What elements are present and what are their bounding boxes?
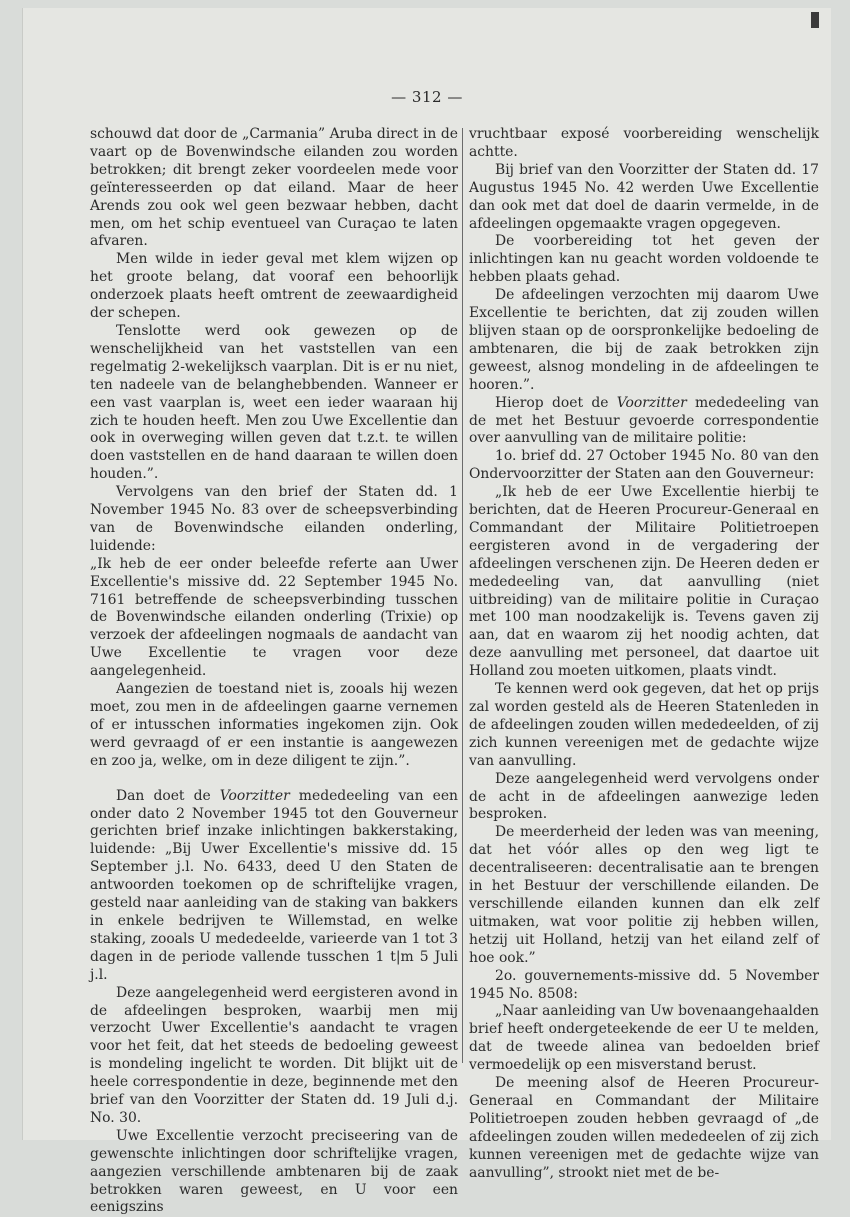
paragraph: Te kennen werd ook gegeven, dat het op prijs zal worden gesteld als de Heeren Statenleden in de afdeelingen zouden willen mededeelden, of zij zich kunnen vereenigen met de gedachte wijze van aanvulling. [469, 681, 819, 769]
paragraph-text: mededeeling van een onder dato 2 November 1945 tot den Gouverneur gerichten brief inzake inlichtingen bakkerstaking, luidende: „Bij Uwer Excellentie's missive dd. 15 September j.l. No. 6433, deed U den Staten de antwoorden toekomen op de schriftelijke vragen, gesteld naar aanleiding van de staking van bakkers in enkele bedrijven te Willemstad, en welke staking, zooals U mededeelde, varieerde van 1 tot 3 dagen in de periode vallende tusschen 1 t|m 5 Juli j.l. [90, 787, 458, 983]
paragraph: 2o. gouvernements-missive dd. 5 November 1945 No. 8508: [469, 967, 819, 1002]
corner-mark [811, 12, 819, 28]
paragraph: Deze aangelegenheid werd eergisteren avond in de afdeelingen besproken, waarbij men mij verzocht Uwer Excellentie's aandacht te vragen voor het feit, dat het steeds de bedoeling geweest is mondeling ingelicht te worden. Dit blijkt uit de heele correspondentie in deze, beginnende met den brief van den Voorzitter der Staten dd. 19 Juli d.j. No. 30. [90, 984, 458, 1126]
quoted-paragraph: „Ik heb de eer onder beleefde referte aan Uwer Excellentie's missive dd. 22 September 1945 No. 7161 betreffende de scheepsverbinding tusschen de Bovenwindsche eilanden onderling (Trixie) op verzoek der afdeelingen nogmaals de aandacht van Uwe Excellentie te vragen voor deze aangelegenheid. [90, 555, 458, 680]
paragraph: De voorbereiding tot het geven der inlichtingen kan nu geacht worden voldoende te hebben plaats gehad. [469, 233, 819, 286]
paragraph-text: Dan doet de [116, 787, 220, 804]
paragraph: schouwd dat door de „Carmania” Aruba direct in de vaart op de Bovenwindsche eilanden zou worden betrokken; dit brengt zeker voordeelen mede voor geïnteresseerden op dat eiland. Maar de heer Arends zou ook wel geen bezwaar hebben, dacht men, om het schip eventueel van Curaçao te laten afvaren. [90, 126, 458, 250]
page-number: — 312 — [391, 88, 463, 106]
paragraph: Aangezien de toestand niet is, zooals hij wezen moet, zou men in de afdeelingen gaarne vernemen of er intusschen informaties ingekomen zijn. Ook werd gevraagd of er een instantie is aangewezen en zoo ja, welke, om in deze diligent te zijn.”. [90, 681, 458, 769]
paragraph: De meening alsof de Heeren Procureur-Generaal en Commandant der Militaire Politietroepen zouden hebben gevraagd of „de afdeelingen zouden willen mededeelen of zij zich kunnen vereenigen met de gedachte wijze van aanvulling”, strookt niet met de be- [469, 1075, 819, 1181]
paragraph: Vervolgens van den brief der Staten dd. 1 November 1945 No. 83 over de scheepsverbinding van de Bovenwindsche eilanden onderling, luidende: [90, 484, 458, 554]
paragraph: 1o. brief dd. 27 October 1945 No. 80 van den Ondervoorzitter der Staten aan den Gouverneur: [469, 448, 819, 483]
right-column [469, 126, 819, 1182]
paragraph: Deze aangelegenheid werd vervolgens onder de acht in de afdeelingen aanwezige leden besproken. [469, 770, 819, 823]
quoted-paragraph: „Ik heb de eer Uwe Excellentie hierbij te berichten, dat de Heeren Procureur-Generaal en Commandant der Militaire Politietroepen eergisteren avond in de vergadering der afdeelingen verschenen zijn. De Heeren deden er mededeeling van, dat aanvulling (niet uitbreiding) van de militaire politie in Curaçao met 100 man noodzakelijk is. Tevens gaven zij aan, dat en waarom zij het noodig achten, dat deze aanvulling met personeel, dat daartoe uit Holland zou moeten uitkomen, plaats vindt. [469, 484, 819, 680]
paragraph: Bij brief van den Voorzitter der Staten dd. 17 Augustus 1945 No. 42 werden Uwe Excellentie dan ook met dat doel de daarin vermelde, in de afdeelingen opgemaakte vragen opgegeven. [469, 161, 819, 232]
paragraph-text: mededeeling van de met het Bestuur gevoerde correspondentie over aanvulling van de militaire politie: [469, 394, 819, 447]
emphasis: Voorzitter [219, 787, 290, 804]
paragraph: Tenslotte werd ook gewezen op de wenschelijkheid van het vaststellen van een regelmatig 2-wekelijksch vaarplan. Dit is er nu niet, ten nadeele van de belanghebbenden. Wanneer er een vast vaarplan is, weet een ieder waaraan hij zich te houden heeft. Men zou Uwe Excellentie dan ook in overweging willen geven dat t.z.t. te willen doen vaststellen en de hand daaraan te willen doen houden.”. [90, 322, 458, 483]
column-divider [462, 128, 463, 1063]
paragraph [469, 395, 819, 449]
paragraph: De afdeelingen verzochten mij daarom Uwe Excellentie te berichten, dat zij zouden willen blijven staan op de oorspronkelijke bedoeling de ambtenaren, die bij de zaak betrokken zijn geweest, alsnog mondeling in de afdeelingen te hooren.”. [469, 287, 819, 393]
document-page [22, 8, 831, 1216]
paragraph [90, 788, 458, 985]
paragraph: Uwe Excellentie verzocht preciseering van de gewenschte inlichtingen door schriftelijke vragen, aangezien verschillende ambtenaren bij de zaak betrokken waren geweest, en U voor een eenigszins [90, 1127, 458, 1216]
paragraph: vruchtbaar exposé voorbereiding wenschelijk achtte. [469, 126, 819, 160]
left-column [90, 126, 458, 1217]
quoted-paragraph: „Naar aanleiding van Uw bovenaangehaalden brief heeft ondergeteekende de eer U te melden, dat de tweede alinea van bedoelden brief vermoedelijk op een misverstand berust. [469, 1003, 819, 1074]
emphasis: Voorzitter [616, 394, 687, 411]
paragraph: De meerderheid der leden was van meening, dat het vóór alles op den weg ligt te decentraliseeren: decentralisatie aan te brengen in het Bestuur der verschillende eilanden. De verschillende eilanden kunnen dan elk zelf uitmaken, wat voor politie zij hebben willen, hetzij uit Holland, hetzij van het eiland zelf of hoe ook.” [469, 824, 819, 966]
paragraph: Men wilde in ieder geval met klem wijzen op het groote belang, dat vooraf een behoorlijk onderzoek plaats heeft omtrent de zeewaardigheid der schepen. [90, 251, 458, 322]
paragraph-text: Hierop doet de [495, 394, 617, 411]
